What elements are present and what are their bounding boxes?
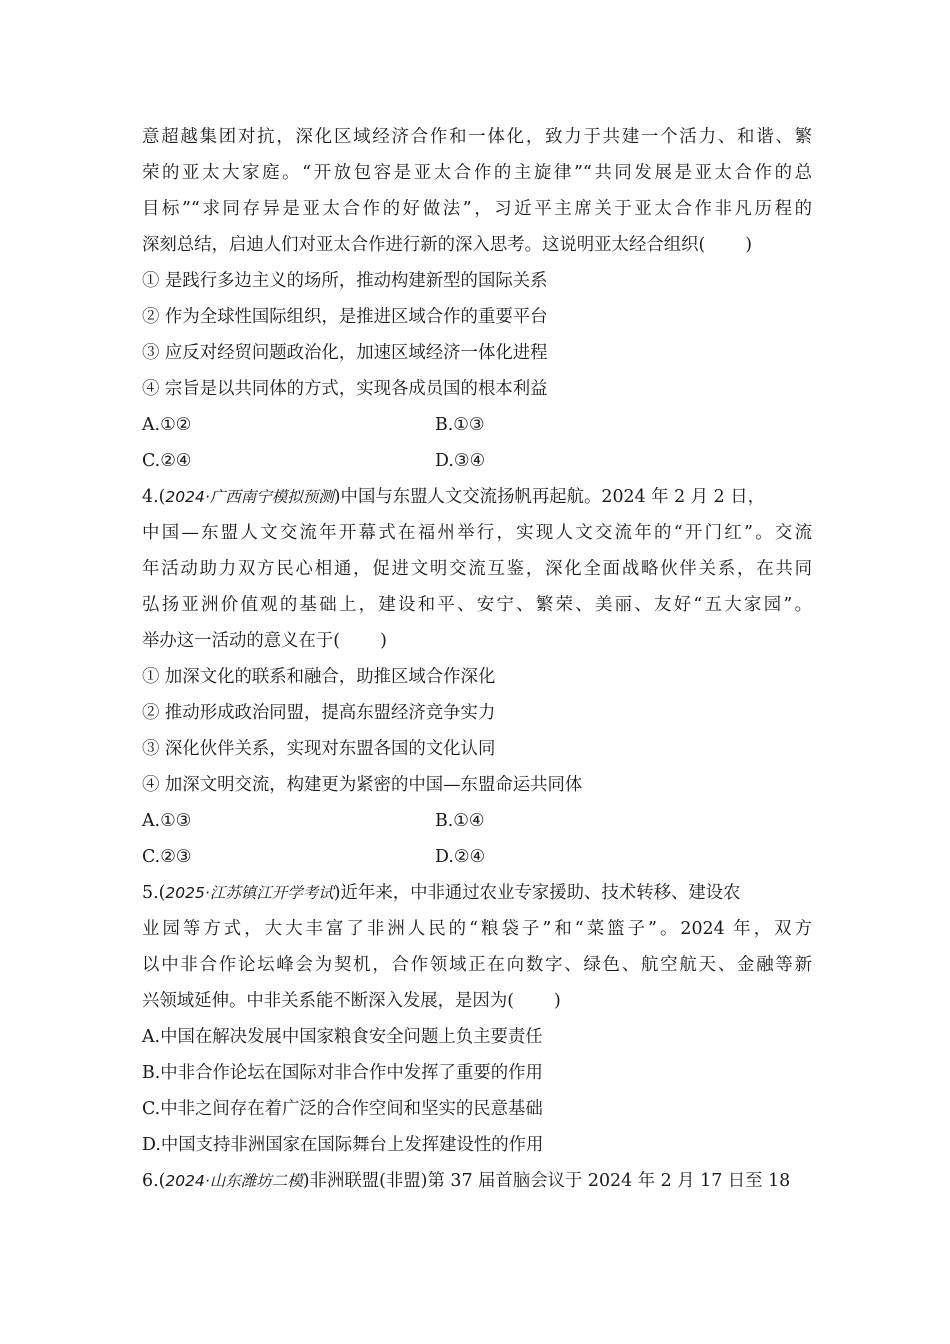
q3-stem-line-1: 意超越集团对抗，深化区域经济合作和一体化，致力于共建一个活力、和谐、繁	[142, 127, 812, 147]
q5-stem-line-3: 以中非合作论坛峰会为契机，合作领域正在向数字、绿色、航空航天、金融等新	[142, 955, 812, 975]
q3-item-4: ④ 宗旨是以共同体的方式，实现各成员国的根本利益	[142, 379, 548, 399]
q3-option-b: B.①③	[435, 415, 485, 435]
q4-options-row-1	[142, 803, 812, 839]
q4-option-d: D.②④	[435, 847, 486, 867]
q5-stem-start: )近年来，中非通过农业专家援助、技术转移、建设农	[333, 883, 741, 903]
q3-item-1: ① 是践行多边主义的场所，推动构建新型的国际关系	[142, 271, 548, 291]
q3-stem-line-4	[142, 227, 812, 263]
q4-item-1: ① 加深文化的联系和融合，助推区域合作深化	[142, 667, 496, 687]
q6-stem-start: )非洲联盟(非盟)第 37 届首脑会议于 2024 年 2 月 17 日至 18	[302, 1171, 791, 1191]
q4-source: 2024·广西南宁模拟预测	[165, 488, 334, 506]
q4-stem-line-5-text: 举办这一活动的意义在于(	[142, 631, 341, 651]
q3-stem-line-3: 目标”“求同存异是亚太合作的好做法”，习近平主席关于亚太合作非凡历程的	[142, 199, 812, 219]
q5-choice-c: C.中非之间存在着广泛的合作空间和坚实的民意基础	[142, 1099, 543, 1119]
q4-item-3: ③ 深化伙伴关系，实现对东盟各国的文化认同	[142, 739, 496, 759]
paren-close: )	[380, 631, 387, 651]
q4-item-2: ② 推动形成政治同盟，提高东盟经济竞争实力	[142, 703, 496, 723]
q4-stem-line-4: 弘扬亚洲价值观的基础上，建设和平、安宁、繁荣、美丽、友好“五大家园”。	[142, 595, 812, 615]
q4-number: 4.(	[142, 487, 166, 507]
q6-number: 6.(	[142, 1171, 166, 1191]
q4-stem-line-2: 中国—东盟人文交流年开幕式在福州举行，实现人文交流年的“开门红”。交流	[142, 523, 812, 543]
q6-source: 2024·山东潍坊二模	[165, 1172, 303, 1190]
q4-options-row-2	[142, 839, 812, 875]
q3-option-d: D.③④	[435, 451, 486, 471]
q6-stem-line-1	[142, 1163, 812, 1199]
q4-option-a: A.①③	[142, 811, 192, 831]
q3-option-a: A.①②	[142, 415, 192, 435]
q4-item-4: ④ 加深文明交流，构建更为紧密的中国—东盟命运共同体	[142, 775, 583, 795]
q5-stem-line-4	[142, 983, 812, 1019]
q4-option-b: B.①④	[435, 811, 485, 831]
q5-stem-line-4-text: 兴领域延伸。中非关系能不断深入发展，是因为(	[142, 991, 514, 1011]
q3-stem-line-4-text: 深刻总结，启迪人们对亚太合作进行新的深入思考。这说明亚太经合组织(	[142, 235, 706, 255]
q5-choice-a: A.中国在解决发展中国家粮食安全问题上负主要责任	[142, 1027, 543, 1047]
question-content	[142, 119, 812, 1199]
q4-stem-line-1	[142, 479, 812, 515]
paren-close: )	[554, 991, 561, 1011]
q3-options-row-1	[142, 407, 812, 443]
q5-source: 2025·江苏镇江开学考试	[165, 884, 334, 902]
q5-stem-line-1	[142, 875, 812, 911]
q5-number: 5.(	[142, 883, 166, 903]
q4-stem-line-3: 年活动助力双方民心相通，促进文明交流互鉴，深化全面战略伙伴关系，在共同	[142, 559, 812, 579]
q5-choice-b: B.中非合作论坛在国际对非合作中发挥了重要的作用	[142, 1063, 543, 1083]
paren-close: )	[745, 235, 753, 255]
q4-stem-start: )中国与东盟人文交流扬帆再起航。2024 年 2 月 2 日，	[333, 487, 766, 507]
q3-stem-line-2: 荣的亚太大家庭。“开放包容是亚太合作的主旋律”“共同发展是亚太合作的总	[142, 163, 812, 183]
q3-item-3: ③ 应反对经贸问题政治化，加速区域经济一体化进程	[142, 343, 548, 363]
q5-stem-line-2: 业园等方式，大大丰富了非洲人民的“粮袋子”和“菜篮子”。2024 年，双方	[142, 919, 812, 939]
q4-stem-line-5	[142, 623, 812, 659]
q4-option-c: C.②③	[142, 847, 192, 867]
q3-item-2: ② 作为全球性国际组织，是推进区域合作的重要平台	[142, 307, 548, 327]
q3-option-c: C.②④	[142, 451, 192, 471]
q5-choice-d: D.中国支持非洲国家在国际舞台上发挥建设性的作用	[142, 1135, 544, 1155]
q3-options-row-2	[142, 443, 812, 479]
